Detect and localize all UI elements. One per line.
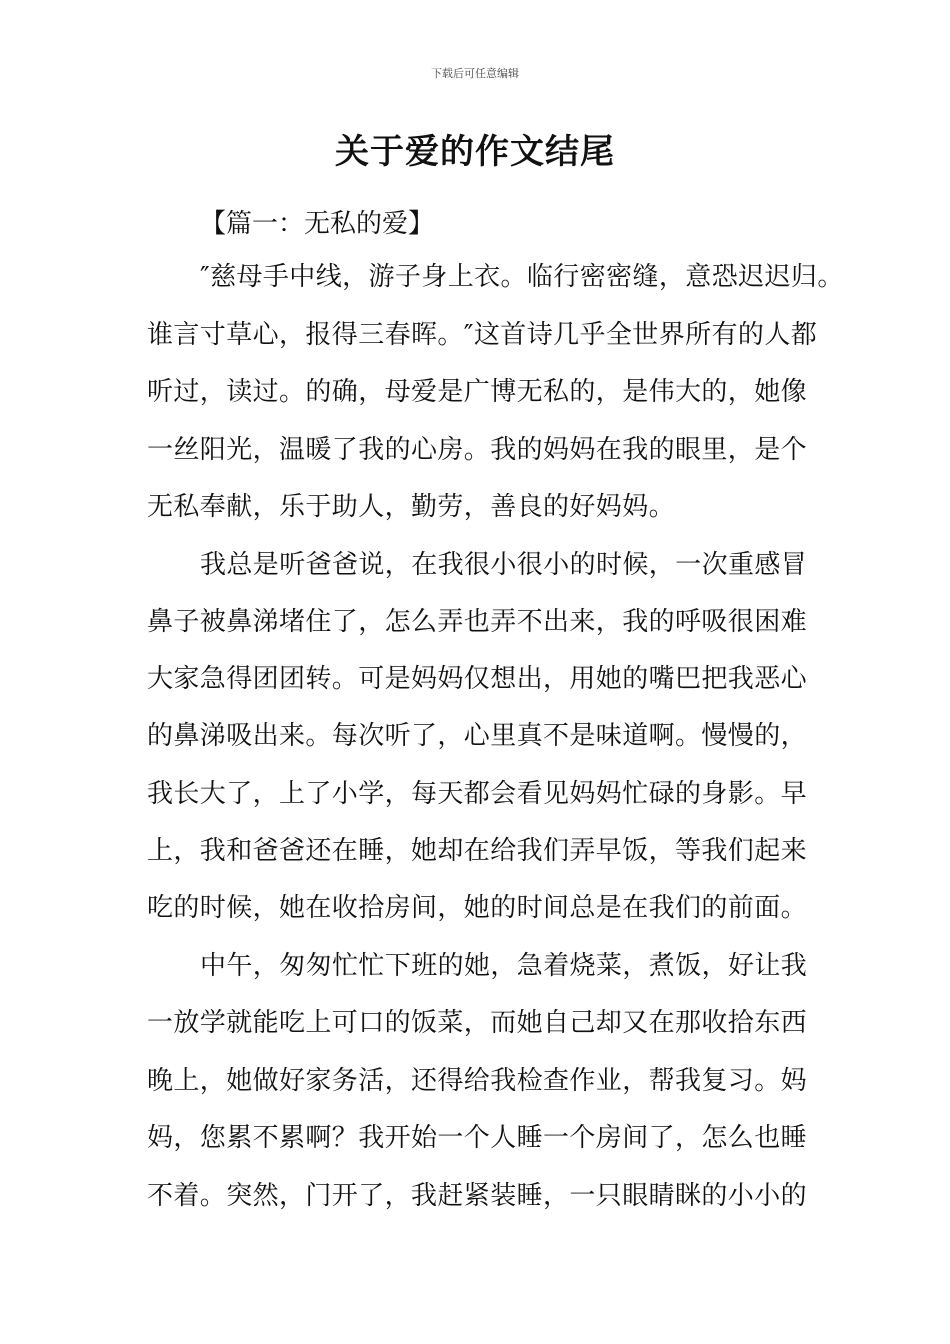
document-title: 关于爱的作文结尾 [335, 132, 615, 172]
paragraph-line: 无私奉献，乐于助人，勤劳，善良的好妈妈。 [147, 492, 676, 522]
paragraph-line: ″慈母手中线，游子身上衣。临行密密缝，意恐迟迟归。 [200, 262, 844, 292]
paragraph-line: 谁言寸草心，报得三春晖。″这首诗几乎全世界所有的人都 [147, 320, 818, 350]
paragraph-line: 不着。突然，门开了，我赶紧装睡，一只眼睛眯的小小的 [147, 1181, 808, 1211]
paragraph-line: 妈，您累不累啊？我开始一个人睡一个房间了，怎么也睡 [147, 1123, 808, 1153]
paragraph-line: 一丝阳光，温暖了我的心房。我的妈妈在我的眼里，是个 [147, 435, 808, 465]
paragraph-line: 听过，读过。的确，母爱是广博无私的，是伟大的，她像 [147, 377, 808, 407]
paragraph-line: 晚上，她做好家务活，还得给我检查作业，帮我复习。妈 [147, 1066, 808, 1096]
paragraph-line: 一放学就能吃上可口的饭菜，而她自己却又在那收拾东西 [147, 1008, 808, 1038]
paragraph-line: 吃的时候，她在收拾房间，她的时间总是在我们的前面。 [147, 893, 808, 923]
paragraph-line: 鼻子被鼻涕堵住了，怎么弄也弄不出来，我的呼吸很困难 [147, 607, 808, 637]
section-heading: 【篇一：无私的爱】 [200, 209, 435, 239]
paragraph-line: 大家急得团团转。可是妈妈仅想出，用她的嘴巴把我恶心 [147, 664, 808, 694]
paragraph-line: 我长大了，上了小学，每天都会看见妈妈忙碌的身影。早 [147, 779, 808, 809]
paragraph-line: 中午，匆匆忙忙下班的她，急着烧菜，煮饭，好让我 [200, 951, 808, 981]
paragraph-line: 的鼻涕吸出来。每次听了，心里真不是味道啊。慢慢的， [147, 721, 808, 751]
header-note: 下载后可任意编辑 [431, 67, 519, 80]
paragraph-line: 我总是听爸爸说，在我很小很小的时候，一次重感冒 [200, 550, 808, 580]
paragraph-line: 上，我和爸爸还在睡，她却在给我们弄早饭，等我们起来 [147, 836, 808, 866]
